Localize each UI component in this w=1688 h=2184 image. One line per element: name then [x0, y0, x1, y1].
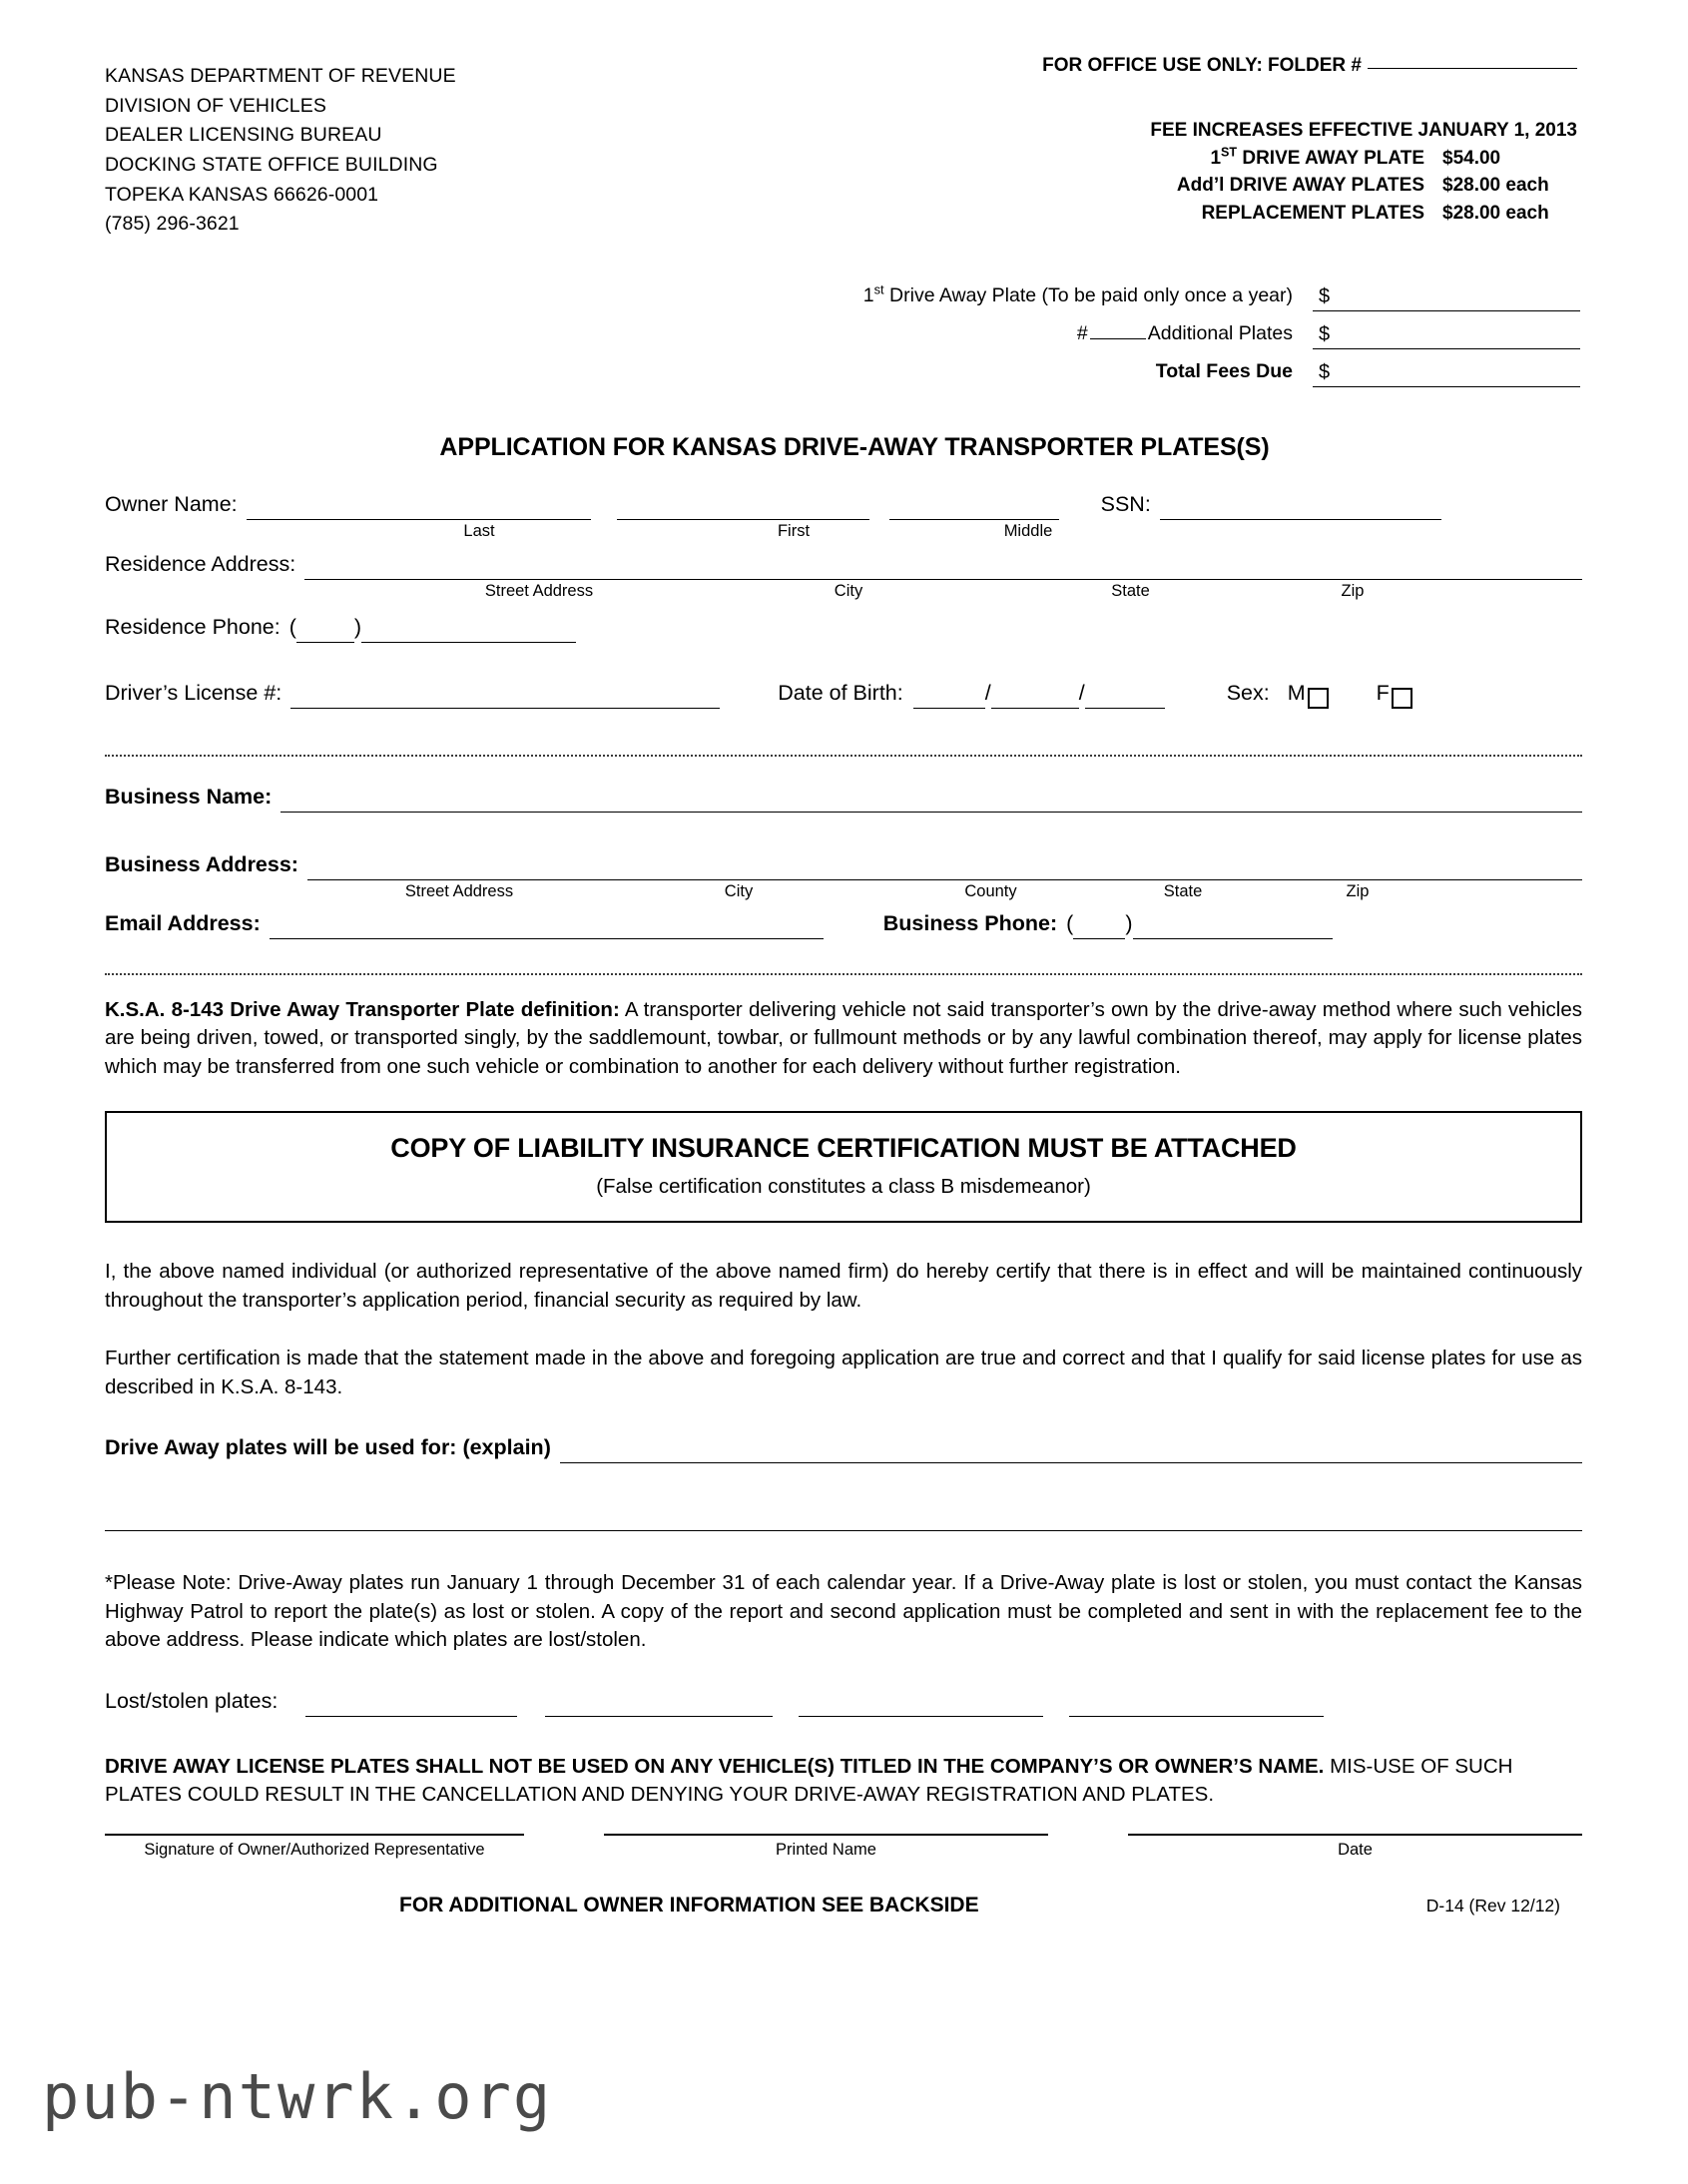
- sex-female-checkbox[interactable]: [1392, 688, 1412, 709]
- signature-cell-owner: [105, 1834, 524, 1860]
- certification-paragraph-2: Further certification is made that the statement made in the above and foregoing application are true and correct and that I qualify for said license plates for use as described in K.S.A. 8-143.: [105, 1347, 1582, 1398]
- site-watermark: pub-ntwrk.org: [42, 2060, 553, 2133]
- fee-schedule-heading: FEE INCREASES EFFECTIVE JANUARY 1, 2013: [1150, 120, 1577, 141]
- signature-cell-printed-name: [604, 1834, 1048, 1860]
- email-field[interactable]: [270, 913, 824, 939]
- total-fees-label: Total Fees Due: [1155, 359, 1293, 382]
- email-phone-row: [105, 911, 1582, 939]
- currency-symbol-1: $: [1319, 284, 1331, 307]
- owner-middle-name-field[interactable]: [889, 494, 1059, 520]
- residence-address-sublabels: [105, 582, 1582, 601]
- sublabel-state: State: [1111, 581, 1150, 600]
- fee-entry-row-total: [1156, 349, 1580, 387]
- additional-count-field[interactable]: [1090, 338, 1146, 339]
- sublabel-street: Street Address: [484, 581, 594, 600]
- dob-slash-1: /: [984, 680, 991, 705]
- sublabel-zip: Zip: [1341, 581, 1365, 600]
- please-note-paragraph: *Please Note: Drive-Away plates run January 1 through December 31 of each calendar year. If a Drive-Away plate is lost or stolen, you must contact the Kansas Highway Patrol to report the plate(s) as lost or stolen. A copy of the report and second application must be completed and sent in with the replacement fee to the above address. Please indicate which plates are lost/stolen.: [105, 1571, 1582, 1652]
- agency-line-4: DOCKING STATE OFFICE BUILDING: [105, 153, 438, 176]
- residence-address-field[interactable]: [304, 554, 1582, 580]
- usage-label: Drive Away plates will be used for: (explain): [105, 1435, 551, 1460]
- residence-phone-label: Residence Phone:: [105, 614, 281, 639]
- fee-entry-row-additional: [1077, 311, 1580, 349]
- form-sheet: [105, 55, 1582, 1917]
- dl-dob-sex-row: [105, 681, 1582, 709]
- first-plate-post: Drive Away Plate (To be paid only once a year): [883, 283, 1293, 306]
- first-plate-amount-field[interactable]: [1313, 285, 1580, 311]
- ssn-field[interactable]: [1160, 494, 1441, 520]
- signature-caption: Signature of Owner/Authorized Representative: [144, 1840, 485, 1859]
- date-caption: Date: [1338, 1840, 1373, 1859]
- fee-row-1-pre: 1: [1210, 147, 1222, 169]
- business-name-row: [105, 785, 1582, 813]
- business-address-sublabels: [105, 882, 1582, 901]
- business-sublabel-state: State: [1163, 881, 1203, 900]
- warning-bold-text: DRIVE AWAY LICENSE PLATES SHALL NOT BE USED ON ANY VEHICLE(S) TITLED IN THE COMPANY’S OR OWNER’S NAME.: [105, 1754, 1325, 1778]
- residence-phone-number-field[interactable]: [361, 617, 576, 643]
- phone-open-paren: (: [288, 614, 296, 639]
- usage-field-line-2[interactable]: [105, 1505, 1582, 1531]
- drivers-license-field[interactable]: [290, 683, 720, 709]
- owner-name-sublabels: [105, 522, 1582, 541]
- lost-stolen-field-3[interactable]: [799, 1691, 1043, 1717]
- usage-field-line-1[interactable]: [560, 1437, 1582, 1463]
- agency-line-5: TOPEKA KANSAS 66626-0001: [105, 183, 379, 206]
- agency-line-1: KANSAS DEPARTMENT OF REVENUE: [105, 65, 456, 87]
- fee-entry-row-first-plate: [863, 273, 1580, 311]
- business-sublabel-zip: Zip: [1346, 881, 1370, 900]
- business-address-row: [105, 852, 1582, 880]
- additional-amount-field[interactable]: [1313, 323, 1580, 349]
- business-phone-open-paren: (: [1066, 910, 1074, 935]
- insurance-notice-title: COPY OF LIABILITY INSURANCE CERTIFICATION MUST BE ATTACHED: [390, 1133, 1297, 1164]
- insurance-notice-subtitle: (False certification constitutes a class B misdemeanor): [596, 1175, 1091, 1199]
- business-area-code-field[interactable]: [1073, 921, 1125, 939]
- folder-number-field[interactable]: [1368, 68, 1577, 69]
- fee-schedule-row-2: [779, 172, 1577, 200]
- sex-male-label: M: [1287, 680, 1306, 705]
- business-phone-close-paren: ): [1125, 910, 1133, 935]
- lost-stolen-row: [105, 1689, 1582, 1717]
- signature-field[interactable]: [105, 1834, 524, 1836]
- dob-month-field[interactable]: [913, 691, 985, 709]
- business-name-label: Business Name:: [105, 784, 273, 809]
- fee-row-3-label: REPLACEMENT PLATES: [1201, 203, 1424, 225]
- dob-label: Date of Birth:: [778, 680, 903, 705]
- owner-name-row: [105, 492, 1582, 520]
- fee-row-1-amount: $54.00: [1442, 147, 1501, 169]
- printed-name-caption: Printed Name: [776, 1840, 876, 1859]
- business-address-field[interactable]: [307, 854, 1582, 880]
- currency-symbol-3: $: [1319, 360, 1331, 383]
- fee-row-1-post: DRIVE AWAY PLATE: [1237, 147, 1424, 169]
- fee-entry-additional-label: [1077, 322, 1313, 349]
- residence-area-code-field[interactable]: [296, 625, 354, 643]
- additional-pre: #: [1076, 321, 1088, 344]
- business-address-label: Business Address:: [105, 851, 298, 876]
- lost-stolen-field-2[interactable]: [545, 1691, 773, 1717]
- owner-name-label: Owner Name:: [105, 491, 238, 516]
- fee-row-1-sup: ST: [1221, 145, 1238, 160]
- first-plate-sup: st: [873, 281, 884, 297]
- email-label: Email Address:: [105, 910, 261, 935]
- insurance-notice-box: [105, 1111, 1582, 1223]
- agency-line-2: DIVISION OF VEHICLES: [105, 94, 326, 117]
- sublabel-first: First: [777, 521, 811, 540]
- warning-rest-text: MIS-USE OF SUCH PLATES COULD RESULT IN THE CANCELLATION AND DENYING YOUR DRIVE-AWAY REGISTRATION AND PLATES.: [105, 1754, 1513, 1807]
- fee-schedule-row-3: [779, 200, 1577, 228]
- usage-explain-row: [105, 1435, 1582, 1463]
- fee-row-3-amount: $28.00 each: [1442, 203, 1549, 225]
- currency-symbol-2: $: [1319, 322, 1331, 345]
- dob-day-field[interactable]: [991, 691, 1079, 709]
- certification-paragraph-1: I, the above named individual (or authorized representative of the above named firm) do hereby certify that there is in effect and will be maintained continuously throughout the transporter’s application period, financial security as required by law.: [105, 1260, 1582, 1312]
- office-use-row: [779, 55, 1577, 77]
- revision-code: D-14 (Rev 12/12): [1425, 1895, 1560, 1915]
- business-sublabel-county: County: [964, 881, 1017, 900]
- fee-entry-block: [105, 273, 1582, 387]
- fee-entry-first-plate-label: [862, 281, 1313, 311]
- ssn-label: SSN:: [1100, 491, 1151, 516]
- fee-schedule-row-1: [779, 145, 1577, 173]
- agency-address-block: [105, 55, 456, 240]
- usage-explain-row-2: [105, 1505, 1582, 1531]
- sex-female-label: F: [1376, 680, 1390, 705]
- business-sublabel-city: City: [724, 881, 754, 900]
- lost-stolen-field-4[interactable]: [1069, 1691, 1324, 1717]
- owner-last-name-field[interactable]: [247, 494, 591, 520]
- dob-slash-2: /: [1078, 680, 1085, 705]
- statute-heading: K.S.A. 8-143 Drive Away Transporter Plate definition:: [105, 997, 620, 1021]
- office-use-label: FOR OFFICE USE ONLY: FOLDER #: [1042, 55, 1362, 76]
- dob-year-field[interactable]: [1085, 691, 1165, 709]
- total-fees-field[interactable]: [1313, 361, 1580, 387]
- sex-male-checkbox[interactable]: [1308, 688, 1329, 709]
- page-title: APPLICATION FOR KANSAS DRIVE-AWAY TRANSPORTER PLATES(S): [439, 432, 1270, 461]
- owner-first-name-field[interactable]: [617, 494, 869, 520]
- first-plate-pre: 1: [862, 283, 874, 306]
- business-phone-label: Business Phone:: [882, 910, 1058, 935]
- residence-address-label: Residence Address:: [105, 551, 296, 576]
- business-phone-number-field[interactable]: [1133, 913, 1333, 939]
- date-field[interactable]: [1128, 1834, 1582, 1836]
- agency-phone: (785) 296-3621: [105, 213, 240, 236]
- business-name-field[interactable]: [281, 787, 1582, 813]
- sublabel-middle: Middle: [1003, 521, 1053, 540]
- divider-business-statute: [105, 973, 1582, 975]
- form-footer: [105, 1894, 1582, 1917]
- fee-row-2-amount: $28.00 each: [1442, 175, 1549, 197]
- sex-label: Sex:: [1226, 680, 1270, 705]
- phone-close-paren: ): [353, 614, 362, 639]
- agency-line-3: DEALER LICENSING BUREAU: [105, 124, 382, 147]
- statute-paragraph: [105, 996, 1582, 1081]
- printed-name-field[interactable]: [604, 1834, 1048, 1836]
- additional-post: Additional Plates: [1147, 321, 1293, 344]
- sublabel-city: City: [834, 581, 863, 600]
- statute-text: A transporter delivering vehicle not said transporter’s own by the drive-away method where such vehicles are being driven, towed, or transported singly, by the saddlemount, towbar, or fullmount methods or by any lawful combination thereof, may apply for license plates which may be transferred from one such vehicle or combination to another for each delivery without further registration.: [105, 997, 1582, 1078]
- signature-block: [105, 1834, 1582, 1860]
- business-sublabel-street: Street Address: [404, 881, 514, 900]
- sublabel-last: Last: [463, 521, 495, 540]
- office-use-block: [779, 55, 1582, 228]
- divider-owner-business: [105, 755, 1582, 757]
- warning-paragraph: [105, 1753, 1582, 1810]
- backside-note: FOR ADDITIONAL OWNER INFORMATION SEE BACKSIDE: [399, 1893, 979, 1916]
- fee-row-2-label: Add’l DRIVE AWAY PLATES: [1176, 175, 1424, 197]
- lost-stolen-field-1[interactable]: [305, 1691, 517, 1717]
- residence-address-row: [105, 552, 1582, 580]
- signature-cell-date: [1128, 1834, 1582, 1860]
- drivers-license-label: Driver’s License #:: [105, 680, 282, 705]
- residence-phone-row: [105, 615, 1582, 643]
- form-header: [105, 55, 1582, 240]
- fee-schedule-block: [779, 117, 1577, 228]
- lost-stolen-label: Lost/stolen plates:: [105, 1688, 279, 1713]
